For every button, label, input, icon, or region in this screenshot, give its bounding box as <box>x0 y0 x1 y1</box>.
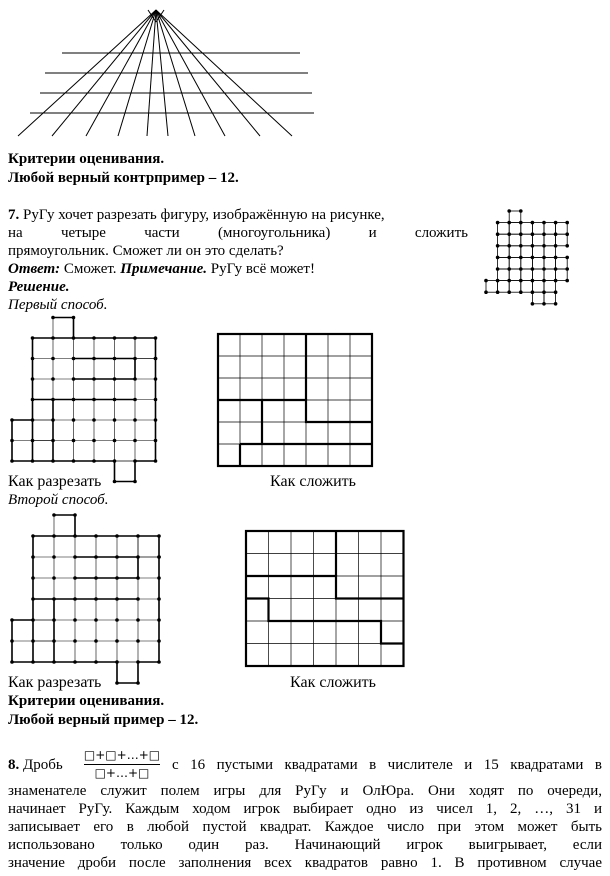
answer-label: Ответ: <box>8 261 61 277</box>
word: четыре <box>60 225 106 241</box>
cut-figure-1-node <box>92 398 96 402</box>
cut-figure-1-node <box>133 439 137 443</box>
grid-cell <box>556 234 568 246</box>
problem8-lead <box>8 756 63 774</box>
grid-node <box>507 221 511 225</box>
criteria-text-1: Любой верный контрпример – 12. <box>8 170 239 186</box>
word: части <box>144 225 180 241</box>
cut-figure-2-node <box>52 534 56 538</box>
cut-figure-1-node <box>113 357 117 361</box>
cut-figure-2-node <box>52 618 56 622</box>
grid-node <box>519 290 523 294</box>
cut-figure-2-node <box>31 660 35 664</box>
grid-node <box>531 302 535 306</box>
cut-figure-2-node <box>136 555 140 559</box>
cut-figure-2-node <box>136 639 140 643</box>
cut-figure-1-node <box>51 418 55 422</box>
answer-line <box>8 260 315 278</box>
grid-node <box>542 221 546 225</box>
assemble-rect-1-cut <box>262 400 372 422</box>
cut-figure-1-node <box>31 398 35 402</box>
cut-figure-2-node <box>94 597 98 601</box>
cut-figure-2-cut <box>12 536 33 662</box>
cut-figure-2-node <box>157 576 161 580</box>
cut-figure-1-node <box>51 316 55 320</box>
cut-figure-1-node <box>51 459 55 463</box>
cut-figure-2-node <box>31 555 35 559</box>
grid-cell <box>532 234 544 246</box>
cut-figure-2-node <box>10 618 14 622</box>
fraction <box>80 748 164 782</box>
grid-node <box>554 267 558 271</box>
cut-figure-1-node <box>72 398 76 402</box>
grid-cell <box>521 269 533 281</box>
cut-figure-2-node <box>31 597 35 601</box>
grid-cell <box>532 246 544 258</box>
grid-node <box>531 267 535 271</box>
grid-node <box>531 244 535 248</box>
grid-cell <box>544 281 556 293</box>
cut-figure-1-node <box>92 418 96 422</box>
cut-figure-1-node <box>113 439 117 443</box>
cut-figure-2-node <box>157 555 161 559</box>
cut-figure-1-node <box>154 439 158 443</box>
cut-figure-2-node <box>73 534 77 538</box>
grid-cell <box>498 269 510 281</box>
grid-node <box>565 279 569 283</box>
cut-figure-2-node <box>31 639 35 643</box>
cut-figure-1-node <box>154 357 158 361</box>
grid-node <box>519 232 523 236</box>
grid-cell <box>532 223 544 235</box>
problem7-line2 <box>8 224 468 242</box>
cut-figure-2-cut <box>33 557 159 683</box>
grid-node <box>519 256 523 260</box>
way2-label: Второй способ. <box>8 492 109 508</box>
grid-node <box>554 290 558 294</box>
grid-cell <box>521 234 533 246</box>
grid-node <box>554 244 558 248</box>
grid-node <box>542 232 546 236</box>
grid-node <box>507 209 511 213</box>
grid-node <box>496 221 500 225</box>
cut-figure-1-node <box>51 336 55 340</box>
grid-cell <box>532 269 544 281</box>
grid-node <box>531 232 535 236</box>
grid-cell <box>509 246 521 258</box>
cut-figure-2-node <box>73 618 77 622</box>
cut-label-2: Как разрезать <box>8 674 102 691</box>
word: (многоугольника) <box>217 225 331 241</box>
grid-node <box>542 244 546 248</box>
cut-figure-2-node <box>115 660 119 664</box>
grid-node <box>519 221 523 225</box>
cut-figure-2-node <box>73 513 77 517</box>
cut-figure-1-node <box>51 377 55 381</box>
note-text: РуГу всё может! <box>206 261 315 277</box>
cut-figure-2-node <box>115 681 119 685</box>
cut-figure-1-node <box>31 377 35 381</box>
cut-figure-1-cut <box>74 359 136 380</box>
grid-node <box>565 267 569 271</box>
grid-node <box>531 279 535 283</box>
problem7-text1: РуГу хочет разрезать фигуру, изображённую на рисунке, <box>23 207 385 223</box>
cut-figure-1-node <box>113 418 117 422</box>
grid-node <box>565 244 569 248</box>
grid-node <box>519 279 523 283</box>
cut-figure-2-cut <box>33 536 159 557</box>
grid-node <box>496 290 500 294</box>
grid-cell <box>544 234 556 246</box>
cut-figure-2-node <box>73 555 77 559</box>
cut-figure-2-node <box>157 660 161 664</box>
cut-figure-2-node <box>157 597 161 601</box>
grid-node <box>565 221 569 225</box>
assemble-rect-2-cut <box>246 576 404 599</box>
grid-cell <box>544 246 556 258</box>
answer-text: Сможет. <box>60 261 121 277</box>
grid-cell <box>498 223 510 235</box>
grid-node <box>484 279 488 283</box>
grid-node <box>565 232 569 236</box>
cut-figure-1-node <box>51 357 55 361</box>
grid-node <box>554 221 558 225</box>
note-label: Примечание. <box>120 261 207 277</box>
grid-cell <box>521 246 533 258</box>
grid-node <box>565 256 569 260</box>
grid-cell <box>498 234 510 246</box>
grid-node <box>554 302 558 306</box>
grid-node <box>519 244 523 248</box>
cut-figure-1-node <box>133 480 137 484</box>
grid-cell <box>544 257 556 269</box>
assemble-rect-2-cut <box>246 599 404 644</box>
grid-node <box>542 256 546 260</box>
cut-figure-1-node <box>10 439 14 443</box>
assemble-label-1: Как сложить <box>270 473 356 490</box>
grid-cell <box>556 269 568 281</box>
cut-figure-2-node <box>136 618 140 622</box>
grid-node <box>531 256 535 260</box>
grid-node <box>507 267 511 271</box>
grid-cell <box>556 257 568 269</box>
cut-figure-2-cut <box>75 557 138 578</box>
cut-figure-2-node <box>157 534 161 538</box>
grid-cell <box>544 223 556 235</box>
grid-node <box>531 221 535 225</box>
grid-node <box>554 256 558 260</box>
cut-figure-1-node <box>133 357 137 361</box>
grid-cell <box>509 223 521 235</box>
cut-figure-2-node <box>157 618 161 622</box>
way1-label: Первый способ. <box>8 297 108 313</box>
grid-cell <box>521 223 533 235</box>
cut-figure-1-node <box>113 377 117 381</box>
cut-figure-1-node <box>113 459 117 463</box>
criteria-text-2: Любой верный пример – 12. <box>8 712 199 728</box>
cut-figure-1-node <box>72 377 76 381</box>
fraction-numerator: □+□+…+□ <box>83 748 161 762</box>
grid-node <box>496 279 500 283</box>
cut-figure-1-node <box>92 439 96 443</box>
cut-figure-1-node <box>72 459 76 463</box>
problem7-line1 <box>8 206 468 224</box>
grid-cell <box>532 281 544 293</box>
assemble-rect-2-border <box>246 531 404 666</box>
cut-figure-1-node <box>154 377 158 381</box>
fraction-denominator: □+…+□ <box>94 766 150 780</box>
cut-figure-2-node <box>73 639 77 643</box>
grid-node <box>507 290 511 294</box>
criteria-title-1: Критерии оценивания. <box>8 151 165 167</box>
assemble-label-2: Как сложить <box>290 674 376 691</box>
cut-figure-2-node <box>10 660 14 664</box>
cut-figure-1-cut <box>53 318 74 339</box>
grid-cell <box>521 257 533 269</box>
cut-figure-1-node <box>92 459 96 463</box>
grid-cell <box>544 269 556 281</box>
grid-node <box>496 232 500 236</box>
problem8-line0: с 16 пустыми квадратами в числителе и 15 квадратами в <box>172 757 602 773</box>
cut-figure-1-node <box>154 398 158 402</box>
grid-node <box>507 232 511 236</box>
cut-figure-1-node <box>72 418 76 422</box>
word: на <box>8 225 23 241</box>
cut-figure-2-node <box>115 597 119 601</box>
grid-cell <box>544 292 556 304</box>
cut-figure-1-node <box>133 398 137 402</box>
cut-figure-2-node <box>52 660 56 664</box>
cut-figure-2-node <box>52 639 56 643</box>
grid-cell <box>498 281 510 293</box>
cut-figure-2-node <box>94 660 98 664</box>
cut-figure-1-node <box>133 377 137 381</box>
cut-figure-1-node <box>10 459 14 463</box>
assemble-rect-1-cut <box>218 400 262 444</box>
cut-figure-1-node <box>31 418 35 422</box>
grid-cell <box>509 257 521 269</box>
cut-figure-2-node <box>52 513 56 517</box>
cut-figure-1-node <box>92 357 96 361</box>
cut-figure-1-cut <box>12 338 33 461</box>
cut-figure-1-node <box>72 439 76 443</box>
grid-node <box>554 279 558 283</box>
problem8-line3: записывает его в любой пустой квадрат. Каждое число при этом может быть <box>8 819 602 835</box>
cut-figure-2-node <box>136 534 140 538</box>
cut-figure-2-node <box>94 639 98 643</box>
cut-figure-2-node <box>52 597 56 601</box>
grid-cell <box>509 281 521 293</box>
cut-figure-2-node <box>94 618 98 622</box>
cut-figure-1-node <box>133 418 137 422</box>
cut-figure-1-node <box>51 439 55 443</box>
problem7-number: 7. <box>8 207 20 223</box>
cut-figure-1-node <box>72 316 76 320</box>
cut-figure-1-node <box>72 336 76 340</box>
problem8-line1: знаменателе служит полем игры для РуГу и ОлЮра. Они ходят по очереди, <box>8 783 602 799</box>
cut-figure-2-node <box>94 576 98 580</box>
cut-figure-1-node <box>31 336 35 340</box>
cut-figure-1-node <box>72 357 76 361</box>
cut-figure-2-node <box>52 576 56 580</box>
cut-figure-1-node <box>133 336 137 340</box>
grid-node <box>507 279 511 283</box>
word: и <box>368 225 377 241</box>
grid-cell <box>521 281 533 293</box>
assemble-rect-1-border <box>218 334 372 466</box>
grid-node <box>496 244 500 248</box>
grid-cell <box>486 281 498 293</box>
problem8-line2: начинает РуГу. Каждым ходом игрок выбирает одно из чисел 1, 2, …, 31 и <box>8 801 602 817</box>
grid-node <box>496 256 500 260</box>
cut-figure-1-node <box>113 480 117 484</box>
cut-figure-2-node <box>31 576 35 580</box>
cut-figure-1-cut <box>33 338 156 359</box>
cut-figure-2-cut <box>54 515 75 536</box>
cut-figure-1-node <box>113 336 117 340</box>
cut-figure-2-node <box>10 639 14 643</box>
fraction-bar <box>84 764 160 765</box>
cut-figure-2-node <box>157 555 161 559</box>
cut-figure-1-node <box>154 336 158 340</box>
grid-node <box>507 256 511 260</box>
cut-figure-1-node <box>154 418 158 422</box>
grid-cell <box>498 257 510 269</box>
grid-node <box>542 290 546 294</box>
cut-figure-1-node <box>92 377 96 381</box>
grid-cell <box>532 257 544 269</box>
problem8-lead-text: Дробь <box>19 757 63 773</box>
cut-figure-1-node <box>113 398 117 402</box>
criteria-title-2: Критерии оценивания. <box>8 693 165 709</box>
cut-figure-2-node <box>73 597 77 601</box>
problem8-number: 8. <box>8 757 20 773</box>
cut-figure-2-node <box>31 618 35 622</box>
grid-node <box>484 290 488 294</box>
cut-figure-2-node <box>115 534 119 538</box>
problem8-line5: значение дроби после заполнения всех квадратов равно 1. В противном случае <box>8 855 602 871</box>
cut-figure-2-node <box>157 639 161 643</box>
cut-figure-2-node <box>115 618 119 622</box>
cut-figure-2-node <box>73 576 77 580</box>
grid-node <box>519 267 523 271</box>
cut-figure-1-node <box>92 336 96 340</box>
grid-node <box>496 267 500 271</box>
grid-node <box>542 279 546 283</box>
cut-figure-2-node <box>136 681 140 685</box>
word: сложить <box>414 225 468 241</box>
problem8-line4: использовано только один раз. Начинающий игрок выигрывает, если <box>8 837 602 853</box>
cut-figure-1-node <box>154 357 158 361</box>
cut-figure-2-node <box>94 534 98 538</box>
cut-figure-2-node <box>136 660 140 664</box>
cut-figure-1-node <box>133 459 137 463</box>
cut-figure-1-node <box>10 418 14 422</box>
cut-figure-2-node <box>73 660 77 664</box>
grid-cell <box>509 234 521 246</box>
cut-figure-1-node <box>154 459 158 463</box>
cut-figure-2-node <box>115 555 119 559</box>
cut-figure-1-node <box>31 439 35 443</box>
cut-figure-2-node <box>136 576 140 580</box>
grid-cell <box>532 292 544 304</box>
cut-figure-2-node <box>31 534 35 538</box>
grid-node <box>507 244 511 248</box>
cut-figure-2-node <box>115 576 119 580</box>
problem7-line3: прямоугольник. Сможет ли он это сделать? <box>8 243 284 259</box>
cut-figure-1-node <box>31 459 35 463</box>
cut-figure-1-cut <box>33 359 156 482</box>
grid-cell <box>509 269 521 281</box>
grid-node <box>542 302 546 306</box>
grid-node <box>531 290 535 294</box>
grid-cell <box>556 223 568 235</box>
cut-figure-1-node <box>31 357 35 361</box>
grid-node <box>519 209 523 213</box>
cut-figure-2-node <box>136 597 140 601</box>
cut-figure-2-node <box>52 555 56 559</box>
cut-figure-2-node <box>94 555 98 559</box>
grid-cell <box>498 246 510 258</box>
cut-label-1: Как разрезать <box>8 473 102 490</box>
grid-node <box>554 232 558 236</box>
cut-figure-2-node <box>115 639 119 643</box>
grid-node <box>542 267 546 271</box>
solution-label: Решение. <box>8 279 70 295</box>
grid-cell <box>509 211 521 223</box>
cut-figure-1-node <box>51 398 55 402</box>
